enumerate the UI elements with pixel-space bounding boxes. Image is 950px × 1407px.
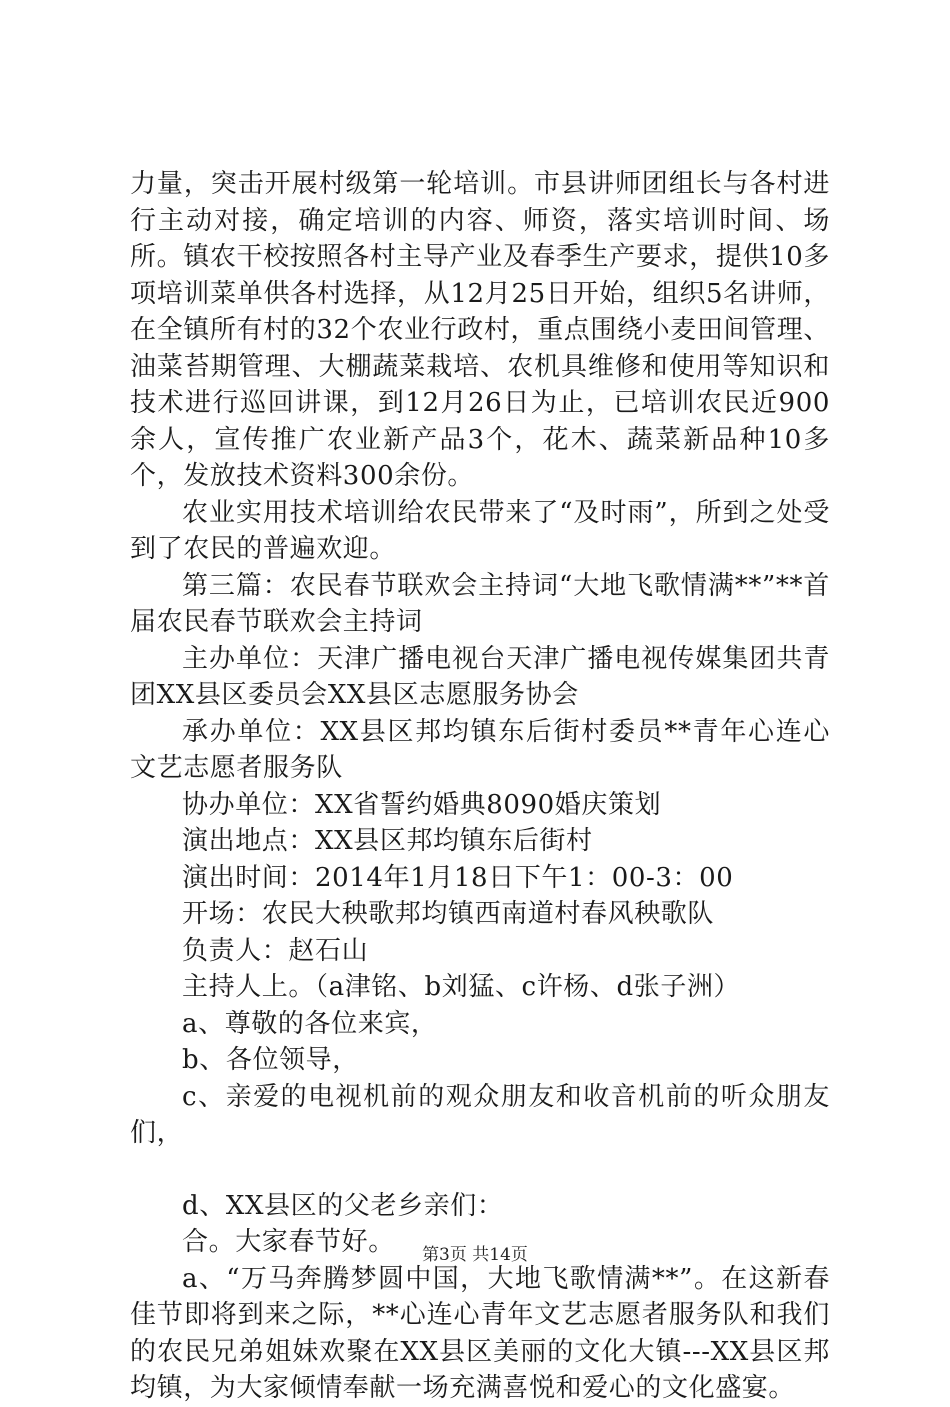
- paragraph-organizer: 主办单位：天津广播电视台天津广播电视传媒集团共青团XX县区委员会XX县区志愿服务协会: [130, 643, 830, 710]
- section-heading-part-three: 第三篇：农民春节联欢会主持词“大地飞歌情满**”**首届农民春节联欢会主持词: [130, 570, 830, 637]
- page-number-footer: 第3页 共14页: [422, 1245, 528, 1265]
- line-all-hosts: 合。大家春节好。: [182, 1227, 395, 1257]
- paragraph-training-summary: 力量，突击开展村级第一轮培训。市县讲师团组长与各村进行主动对接，确定培训的内容、师资，落实培训时间、场所。镇农干校按照各村主导产业及春季生产要求，提供10多项培训菜单供各村选择，从12月25日开始，组织5名讲师，在全镇所有村的32个农业行政村，重点围绕小麦田间管理、油菜苔期管理、大棚蔬菜栽培、农机具维修和使用等知识和技术进行巡回讲课，到12月26日为止，已培训农民近900余人，宣传推广农业新产品3个，花木、蔬菜新品种10多个，发放技术资料300余份。: [130, 169, 830, 491]
- paragraph-venue: 演出地点：XX县区邦均镇东后街村: [182, 826, 593, 856]
- paragraph-host-unit: 承办单位：XX县区邦均镇东后街村委员**青年心连心文艺志愿者服务队: [130, 716, 830, 783]
- paragraph-training-welcome: 农业实用技术培训给农民带来了“及时雨”，所到之处受到了农民的普遍欢迎。: [130, 497, 830, 564]
- paragraph-hosts: 主持人上。（a津铭、b刘猛、c许杨、d张子洲）: [182, 972, 741, 1002]
- line-host-b-greeting: b、各位领导，: [182, 1045, 359, 1075]
- paragraph-time: 演出时间：2014年1月18日下午1：00-3：00: [182, 862, 734, 893]
- paragraph-person-in-charge: 负责人：赵石山: [182, 935, 369, 966]
- line-host-d-greeting: d、XX县区的父老乡亲们：: [182, 1190, 504, 1221]
- document-body: [130, 166, 830, 1407]
- paragraph-opening: 开场：农民大秧歌邦均镇西南道村春风秧歌队: [182, 899, 715, 929]
- blank-line: [130, 1152, 830, 1188]
- paragraph-co-organizer: 协办单位：XX省誓约婚典8090婚庆策划: [182, 789, 662, 820]
- line-host-a-opening-speech: a、“万马奔腾梦圆中国，大地飞歌情满**”。在这新春佳节即将到来之际，**心连心青年文艺志愿者服务队和我们的农民兄弟姐妹欢聚在XX县区美丽的文化大镇---XX县区邦均镇，为大家倾情奉献一场充满喜悦和爱心的文化盛宴。: [130, 1263, 830, 1403]
- line-host-a-greeting: a、尊敬的各位来宾，: [182, 1008, 438, 1039]
- line-host-c-greeting: c、亲爱的电视机前的观众朋友和收音机前的听众朋友们，: [130, 1081, 830, 1148]
